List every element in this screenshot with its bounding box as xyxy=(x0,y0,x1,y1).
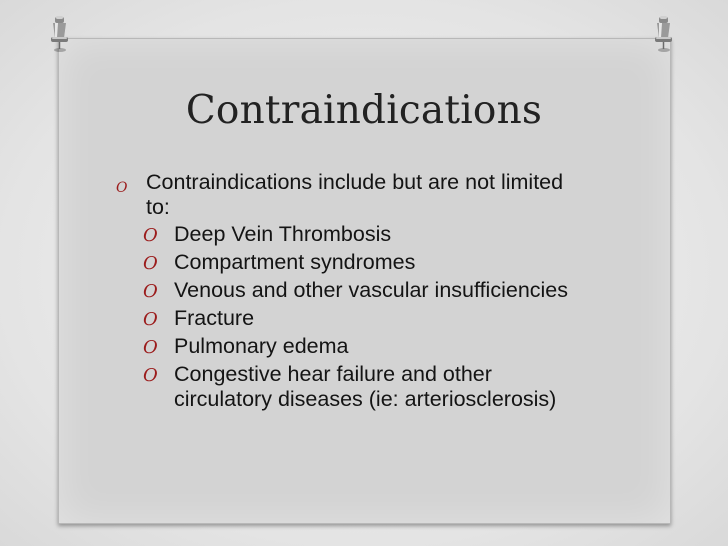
bullet-list xyxy=(112,170,592,415)
bullet-o-icon: O xyxy=(143,225,158,246)
pushpin-icon xyxy=(44,14,74,54)
bullet-o-icon: O xyxy=(143,309,158,330)
slide-title xyxy=(0,88,728,133)
list-item-text: Compartment syndromes xyxy=(174,250,416,274)
bullet-o-icon: O xyxy=(116,180,128,196)
sub-bullet-list xyxy=(112,222,592,412)
list-item-intro xyxy=(112,170,592,220)
bullet-o-icon: O xyxy=(143,365,158,386)
list-item-text: Pulmonary edema xyxy=(174,334,349,358)
list-item xyxy=(143,306,592,331)
intro-text: Contraindications include but are not limited to: xyxy=(146,170,564,219)
slide-title-text: Contraindications xyxy=(185,88,543,133)
list-item-text: Venous and other vascular insufficiencies xyxy=(174,278,569,302)
pushpin-icon xyxy=(648,14,678,54)
list-item xyxy=(143,222,592,247)
bullet-o-icon: O xyxy=(143,253,158,274)
bullet-o-icon: O xyxy=(143,281,158,302)
list-item xyxy=(143,278,592,303)
list-item-text: Congestive hear failure and other circulatory diseases (ie: arteriosclerosis) xyxy=(174,362,557,411)
list-item-text: Fracture xyxy=(174,306,255,330)
list-item-text: Deep Vein Thrombosis xyxy=(174,222,392,246)
bullet-o-icon: O xyxy=(143,337,158,358)
list-item xyxy=(143,362,592,412)
list-item xyxy=(143,334,592,359)
list-item xyxy=(143,250,592,275)
